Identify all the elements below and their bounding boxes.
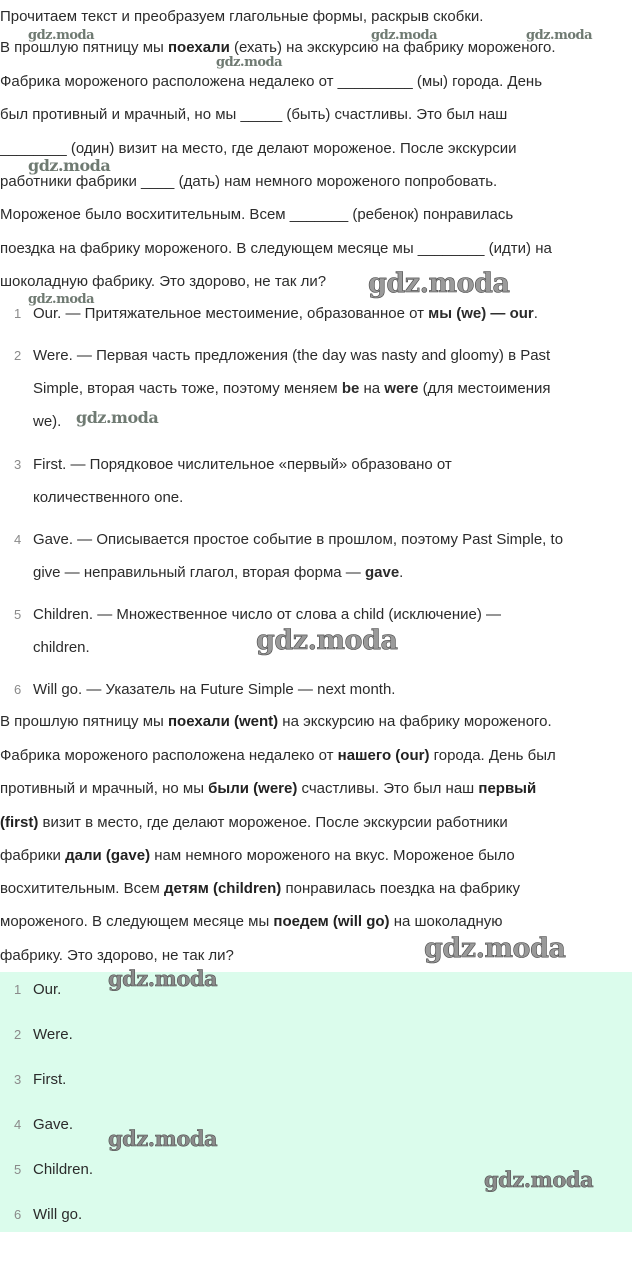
bold-text: мы (we) — our [428, 305, 534, 322]
item-number: 4 [14, 532, 22, 547]
text-segment: Фабрика мороженого расположена недалеко от _________ (мы) города. День [0, 73, 543, 90]
item-number: 5 [14, 1162, 22, 1177]
answer-item: First. [33, 1071, 67, 1088]
item-number: 6 [14, 682, 22, 697]
exercise-line [0, 239, 552, 259]
watermark: gdz.moda [28, 28, 95, 43]
explanation-line [33, 455, 452, 475]
explanation-line [33, 379, 550, 399]
bold-text: поедем (will go) [273, 913, 390, 930]
item-number: 1 [14, 982, 22, 997]
answer-item: Children. [33, 1161, 94, 1178]
bold-text: be [341, 380, 360, 397]
translation-line [0, 813, 508, 833]
translation-line [0, 846, 515, 866]
text-segment: Фабрика мороженого расположена недалеко от [0, 747, 338, 764]
text-segment: . [399, 564, 404, 581]
text-segment: восхитительным. Всем [0, 880, 164, 897]
exercise-line [0, 7, 483, 27]
watermark: gdz.moda [256, 625, 398, 656]
text-segment: счастливы. Это был наш [297, 780, 479, 797]
item-number: 5 [14, 607, 22, 622]
bold-text: детям (children) [163, 880, 282, 897]
explanation-line [33, 605, 501, 625]
text-segment: Прочитаем текст и преобразуем глагольные формы, раскрыв скобки. [0, 8, 484, 25]
watermark: gdz.moda [371, 28, 438, 43]
text-segment: First. — Порядковое числительное «первый» образовано от [33, 456, 452, 473]
translation-line [0, 712, 552, 732]
text-segment: we). [33, 413, 62, 430]
bold-text: нашего (our) [337, 747, 430, 764]
item-number: 3 [14, 1072, 22, 1087]
text-segment: . [533, 305, 538, 322]
text-segment: визит в место, где делают мороженое. После экскурсии работники [38, 814, 508, 831]
exercise-line [0, 172, 497, 192]
explanation-line [33, 680, 395, 700]
bold-text: were [384, 380, 419, 397]
explanation-line [33, 346, 550, 366]
text-segment: работники фабрики ____ (дать) нам немного мороженого попробовать. [0, 173, 498, 190]
text-segment: города. День был [429, 747, 556, 764]
text-segment: children. [33, 639, 90, 656]
watermark: gdz.moda [526, 28, 593, 43]
exercise-line [0, 205, 513, 225]
text-segment: give — неправильный глагол, вторая форма — [33, 564, 365, 581]
text-segment: нам немного мороженого на вкус. Мороженое было [150, 847, 515, 864]
text-segment: (для местоимения [418, 380, 551, 397]
explanation-line [33, 304, 538, 324]
bold-text: (first) [0, 814, 39, 831]
item-number: 6 [14, 1207, 22, 1222]
watermark: gdz.moda [28, 156, 111, 175]
answer-item: Will go. [33, 1206, 83, 1223]
text-segment: Children. — Множественное число от слова a child (исключение) — [33, 606, 502, 623]
text-segment: В прошлую пятницу мы [0, 713, 168, 730]
item-number: 3 [14, 457, 22, 472]
answers-box [0, 972, 632, 1232]
explanation-line [33, 412, 61, 432]
item-number: 1 [14, 306, 22, 321]
text-segment: ________ (один) визит на место, где делают мороженое. После экскурсии [0, 140, 517, 157]
watermark: gdz.moda [216, 55, 283, 70]
text-segment: Were. — Первая часть предложения (the day was nasty and gloomy) в Past [33, 347, 551, 364]
text-segment: был противный и мрачный, но мы _____ (быть) счастливы. Это был наш [0, 106, 508, 123]
text-segment: В прошлую пятницу мы [0, 39, 168, 56]
text-segment: фабрики [0, 847, 66, 864]
text-segment: противный и мрачный, но мы [0, 780, 209, 797]
explanation-line [33, 563, 403, 583]
watermark: gdz.moda [368, 268, 510, 299]
explanation-line [33, 488, 183, 508]
text-segment: на экскурсию на фабрику мороженого. [278, 713, 552, 730]
text-segment: мороженого. В следующем месяце мы [0, 913, 274, 930]
bold-text: gave [364, 564, 400, 581]
text-segment: на [359, 380, 385, 397]
exercise-line [0, 105, 507, 125]
item-number: 4 [14, 1117, 22, 1132]
text-segment: понравилась поездка на фабрику [281, 880, 521, 897]
watermark: gdz.moda [108, 966, 218, 991]
watermark: gdz.moda [76, 408, 159, 427]
explanation-line [33, 530, 563, 550]
text-segment: Gave. — Описывается простое событие в прошлом, поэтому Past Simple, to [33, 531, 564, 548]
answer-item: Gave. [33, 1116, 74, 1133]
exercise-line [0, 272, 326, 292]
text-segment: Мороженое было восхитительным. Всем _______ (ребенок) понравилась [0, 206, 514, 223]
item-number: 2 [14, 348, 22, 363]
watermark: gdz.moda [108, 1126, 218, 1151]
bold-text: были (were) [208, 780, 298, 797]
exercise-line [0, 72, 542, 92]
text-segment: Simple, вторая часть тоже, поэтому меняем [33, 380, 342, 397]
text-segment: (ехать) на экскурсию на фабрику мороженого. [229, 39, 556, 56]
text-segment: фабрику. Это здорово, не так ли? [0, 947, 234, 964]
item-number: 2 [14, 1027, 22, 1042]
text-segment: поездка на фабрику мороженого. В следующем месяце мы ________ (идти) на [0, 240, 552, 257]
answer-item: Our. [33, 981, 62, 998]
watermark: gdz.moda [484, 1167, 594, 1192]
translation-line [0, 746, 556, 766]
answer-item: Were. [33, 1026, 73, 1043]
explanation-line [33, 638, 90, 658]
text-segment: Will go. — Указатель на Future Simple — next month. [33, 681, 396, 698]
bold-text: поехали [167, 39, 230, 56]
bold-text: дали (gave) [65, 847, 151, 864]
text-segment: Our. — Притяжательное местоимение, образованное от [33, 305, 429, 322]
watermark: gdz.moda [424, 933, 566, 964]
text-segment: количественного one. [33, 489, 184, 506]
text-segment: на шоколадную [389, 913, 503, 930]
bold-text: поехали (went) [167, 713, 279, 730]
translation-line [0, 779, 536, 799]
bold-text: первый [478, 780, 537, 797]
translation-line [0, 946, 234, 966]
translation-line [0, 879, 520, 899]
watermark: gdz.moda [28, 292, 95, 307]
translation-line [0, 912, 503, 932]
text-segment: шоколадную фабрику. Это здорово, не так ли? [0, 273, 327, 290]
